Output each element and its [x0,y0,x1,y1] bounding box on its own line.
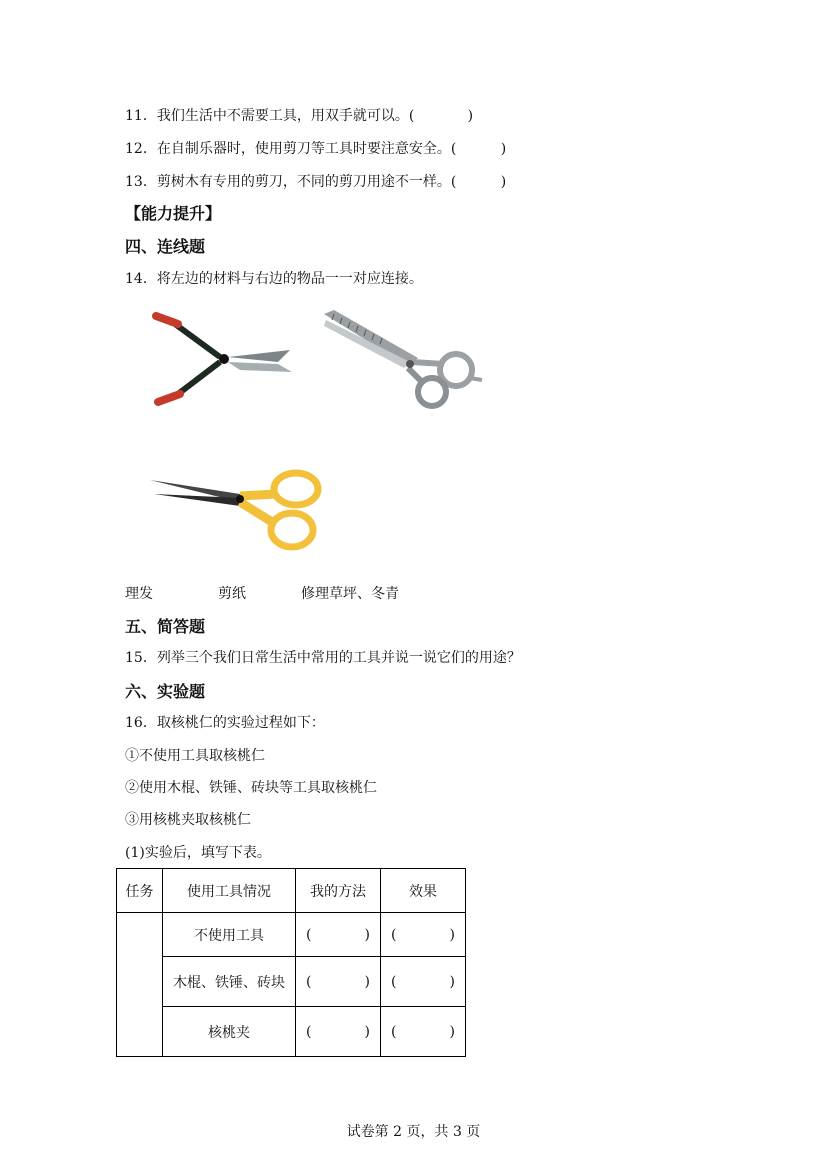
tool-cell: 不使用工具 [163,913,296,957]
label-lawn-trimming: 修理草坪、冬青 [301,586,399,602]
header-effect: 效果 [381,869,466,913]
effect-blank[interactable]: ( ) [381,913,466,957]
hedge-shears-image [150,312,295,408]
page-footer: 试卷第 2 页，共 3 页 [346,1124,481,1140]
thinning-scissors-image [320,306,486,412]
effect-blank[interactable]: ( ) [381,957,466,1007]
section-5-heading: 五、简答题 [125,617,206,636]
question-12: 12．在自制乐器时，使用剪刀等工具时要注意安全。( ) [125,141,507,157]
table-row [117,957,466,1007]
step-1: ①不使用工具取核桃仁 [125,748,265,764]
effect-blank[interactable]: ( ) [381,1007,466,1057]
method-blank[interactable]: ( ) [296,913,381,957]
question-14: 14．将左边的材料与右边的物品一一对应连接。 [125,271,423,287]
table-header-row [117,869,466,913]
question-13: 13．剪树木有专用的剪刀，不同的剪刀用途不一样。( ) [125,174,507,190]
header-tool-usage: 使用工具情况 [163,869,296,913]
table-row [117,913,466,957]
task-cell [117,913,163,1057]
section-ability-heading: 【能力提升】 [125,204,222,223]
tool-cell: 木棍、铁锤、砖块 [163,957,296,1007]
step-2: ②使用木棍、铁锤、砖块等工具取核桃仁 [125,780,377,796]
method-blank[interactable]: ( ) [296,1007,381,1057]
yellow-scissors-image [148,468,323,554]
experiment-table [116,868,466,1057]
label-papercut: 剪纸 [218,586,246,602]
table-row [117,1007,466,1057]
label-haircut: 理发 [125,586,153,602]
section-6-heading: 六、实验题 [125,682,206,701]
method-blank[interactable]: ( ) [296,957,381,1007]
sub-question-1: (1)实验后，填写下表。 [125,845,271,861]
question-15: 15．列举三个我们日常生活中常用的工具并说一说它们的用途？ [125,650,521,666]
header-my-method: 我的方法 [296,869,381,913]
section-4-heading: 四、连线题 [125,237,206,256]
tool-cell: 核桃夹 [163,1007,296,1057]
question-16: 16．取核桃仁的实验过程如下： [125,715,325,731]
question-11: 11．我们生活中不需要工具，用双手就可以。( ) [125,108,474,124]
header-task: 任务 [117,869,163,913]
step-3: ③用核桃夹取核桃仁 [125,812,251,828]
